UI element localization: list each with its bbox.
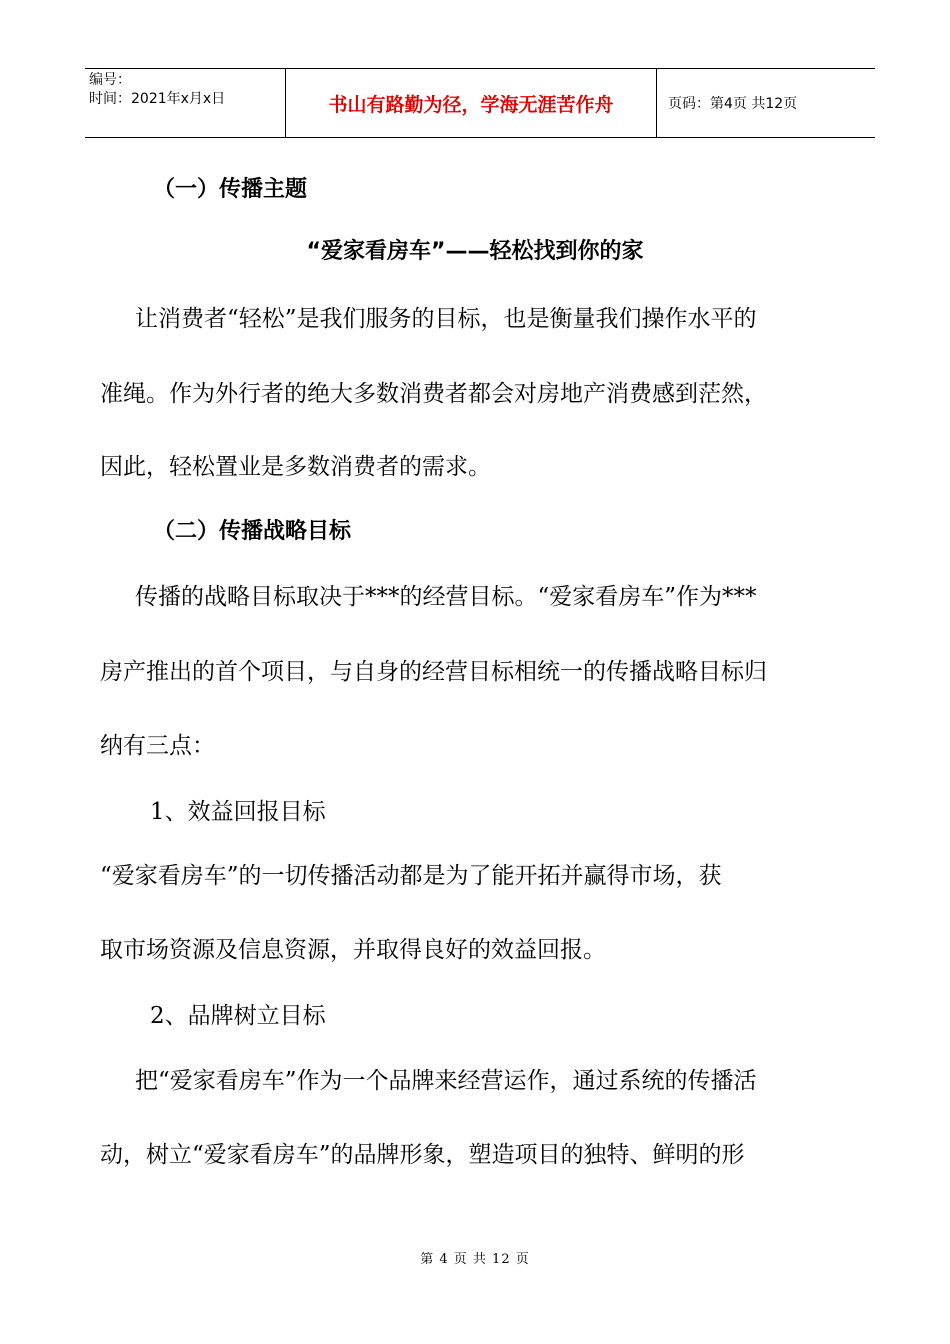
paragraph-2-line-1: 传播的战略目标取决于***的经营目标。“爱家看房车”作为*** xyxy=(135,584,757,610)
paragraph-3-line-2: 取市场资源及信息资源，并取得良好的效益回报。 xyxy=(100,937,606,963)
paragraph-4-line-2: 动，树立“爱家看房车”的品牌形象，塑造项目的独特、鲜明的形 xyxy=(100,1142,745,1168)
header-motto: 书山有路勤为径，学海无涯苦作舟 xyxy=(285,69,657,137)
heading-spread-theme: （一）传播主题 xyxy=(153,177,308,202)
paragraph-1-line-2: 准绳。作为外行者的绝大多数消费者都会对房地产消费感到茫然， xyxy=(100,381,767,407)
number-label: 编号： xyxy=(89,72,131,88)
paragraph-1-line-1: 让消费者“轻松”是我们服务的目标，也是衡量我们操作水平的 xyxy=(135,306,757,332)
paragraph-2-line-3: 纳有三点： xyxy=(100,733,215,759)
page-footer: 第 4 页 共 12 页 xyxy=(420,1252,530,1267)
paragraph-3-line-1: “爱家看房车”的一切传播活动都是为了能开拓并赢得市场，获 xyxy=(100,863,722,889)
document-header xyxy=(85,68,875,138)
header-page-info: 页码：第4页 共12页 xyxy=(668,96,798,112)
header-meta xyxy=(85,69,289,139)
paragraph-2-line-2: 房产推出的首个项目，与自身的经营目标相统一的传播战略目标归 xyxy=(100,659,767,685)
heading-strategy-goals: （二）传播战略目标 xyxy=(153,519,352,544)
paragraph-1-line-3: 因此，轻松置业是多数消费者的需求。 xyxy=(100,454,491,480)
paragraph-4-line-1: 把“爱家看房车”作为一个品牌来经营运作，通过系统的传播活 xyxy=(135,1068,757,1094)
time-label: 时间：2021年x月x日 xyxy=(89,91,226,107)
subheading-benefit: 1、效益回报目标 xyxy=(150,799,326,825)
theme-title: “爱家看房车”——轻松找到你的家 xyxy=(306,239,644,264)
subheading-brand: 2、品牌树立目标 xyxy=(150,1003,326,1029)
